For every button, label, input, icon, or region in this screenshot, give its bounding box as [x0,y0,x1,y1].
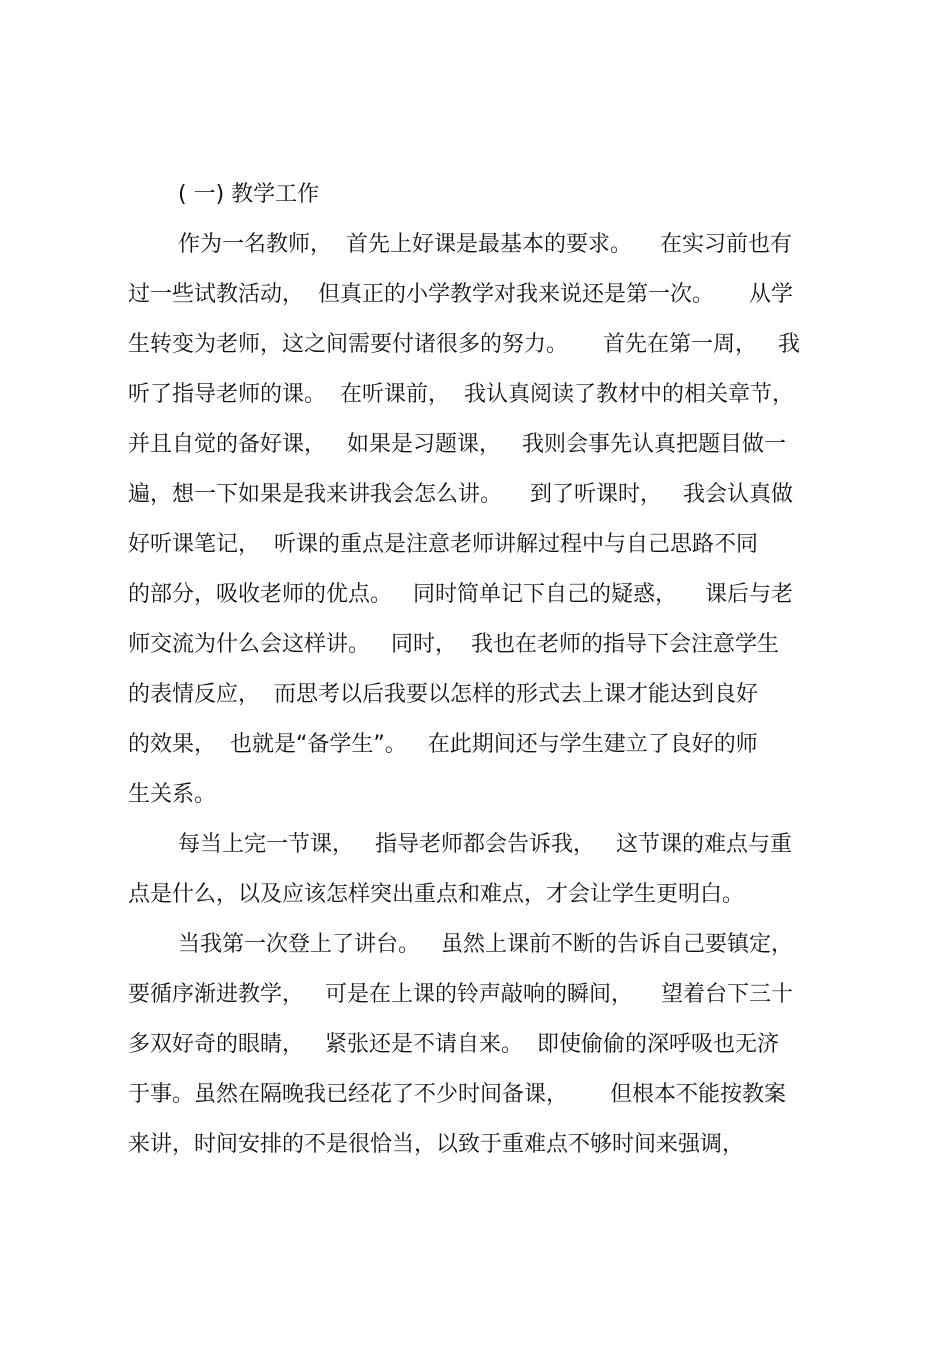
section-heading: ( 一) 教学工作 [178,182,320,207]
paragraph-line: 并且自觉的备好课， 如果是习题课， 我则会事先认真把题目做一 [128,432,786,457]
paragraph-line: 生转变为老师，这之间需要付诸很多的努力。 首先在第一周， 我 [128,332,800,357]
paragraph-line: 当我第一次登上了讲台。 虽然上课前不断的告诉自己要镇定， [178,932,793,957]
paragraph-line: 每当上完一节课， 指导老师都会告诉我， 这节课的难点与重 [178,832,792,857]
paragraph-line: 要循序渐进教学， 可是在上课的铃声敲响的瞬间， 望着台下三十 [128,982,793,1007]
paragraph-line: 于事。虽然在隔晚我已经花了不少时间备课， 但根本不能按教案 [128,1082,786,1107]
paragraph-line: 的效果， 也就是“备学生”。 在此期间还与学生建立了良好的师 [128,732,758,757]
paragraph-line: 多双好奇的眼睛， 紧张还是不请自来。 即使偷偷的深呼吸也无济 [128,1032,779,1057]
paragraph-line: 听了指导老师的课。 在听课前， 我认真阅读了教材中的相关章节， [128,382,794,407]
paragraph-line: 过一些试教活动， 但真正的小学教学对我来说还是第一次。 从学 [128,282,793,307]
paragraph-line: 作为一名教师， 首先上好课是最基本的要求。 在实习前也有 [178,232,792,257]
paragraph-line: 的表情反应， 而思考以后我要以怎样的形式去上课才能达到良好 [128,682,758,707]
paragraph-line: 遍，想一下如果是我来讲我会怎么讲。 到了听课时， 我会认真做 [128,482,793,507]
paragraph-line: 师交流为什么会这样讲。 同时， 我也在老师的指导下会注意学生 [128,632,779,657]
paragraph-line: 好听课笔记， 听课的重点是注意老师讲解过程中与自己思路不同 [128,532,758,557]
paragraph-line: 生关系。 [128,782,217,807]
paragraph-line: 点是什么，以及应该怎样突出重点和难点，才会让学生更明白。 [128,882,745,907]
paragraph-line: 来讲，时间安排的不是很恰当，以致于重难点不够时间来强调， [128,1132,745,1157]
paragraph-line: 的部分，吸收老师的优点。 同时简单记下自己的疑惑， 课后与老 [128,582,793,607]
